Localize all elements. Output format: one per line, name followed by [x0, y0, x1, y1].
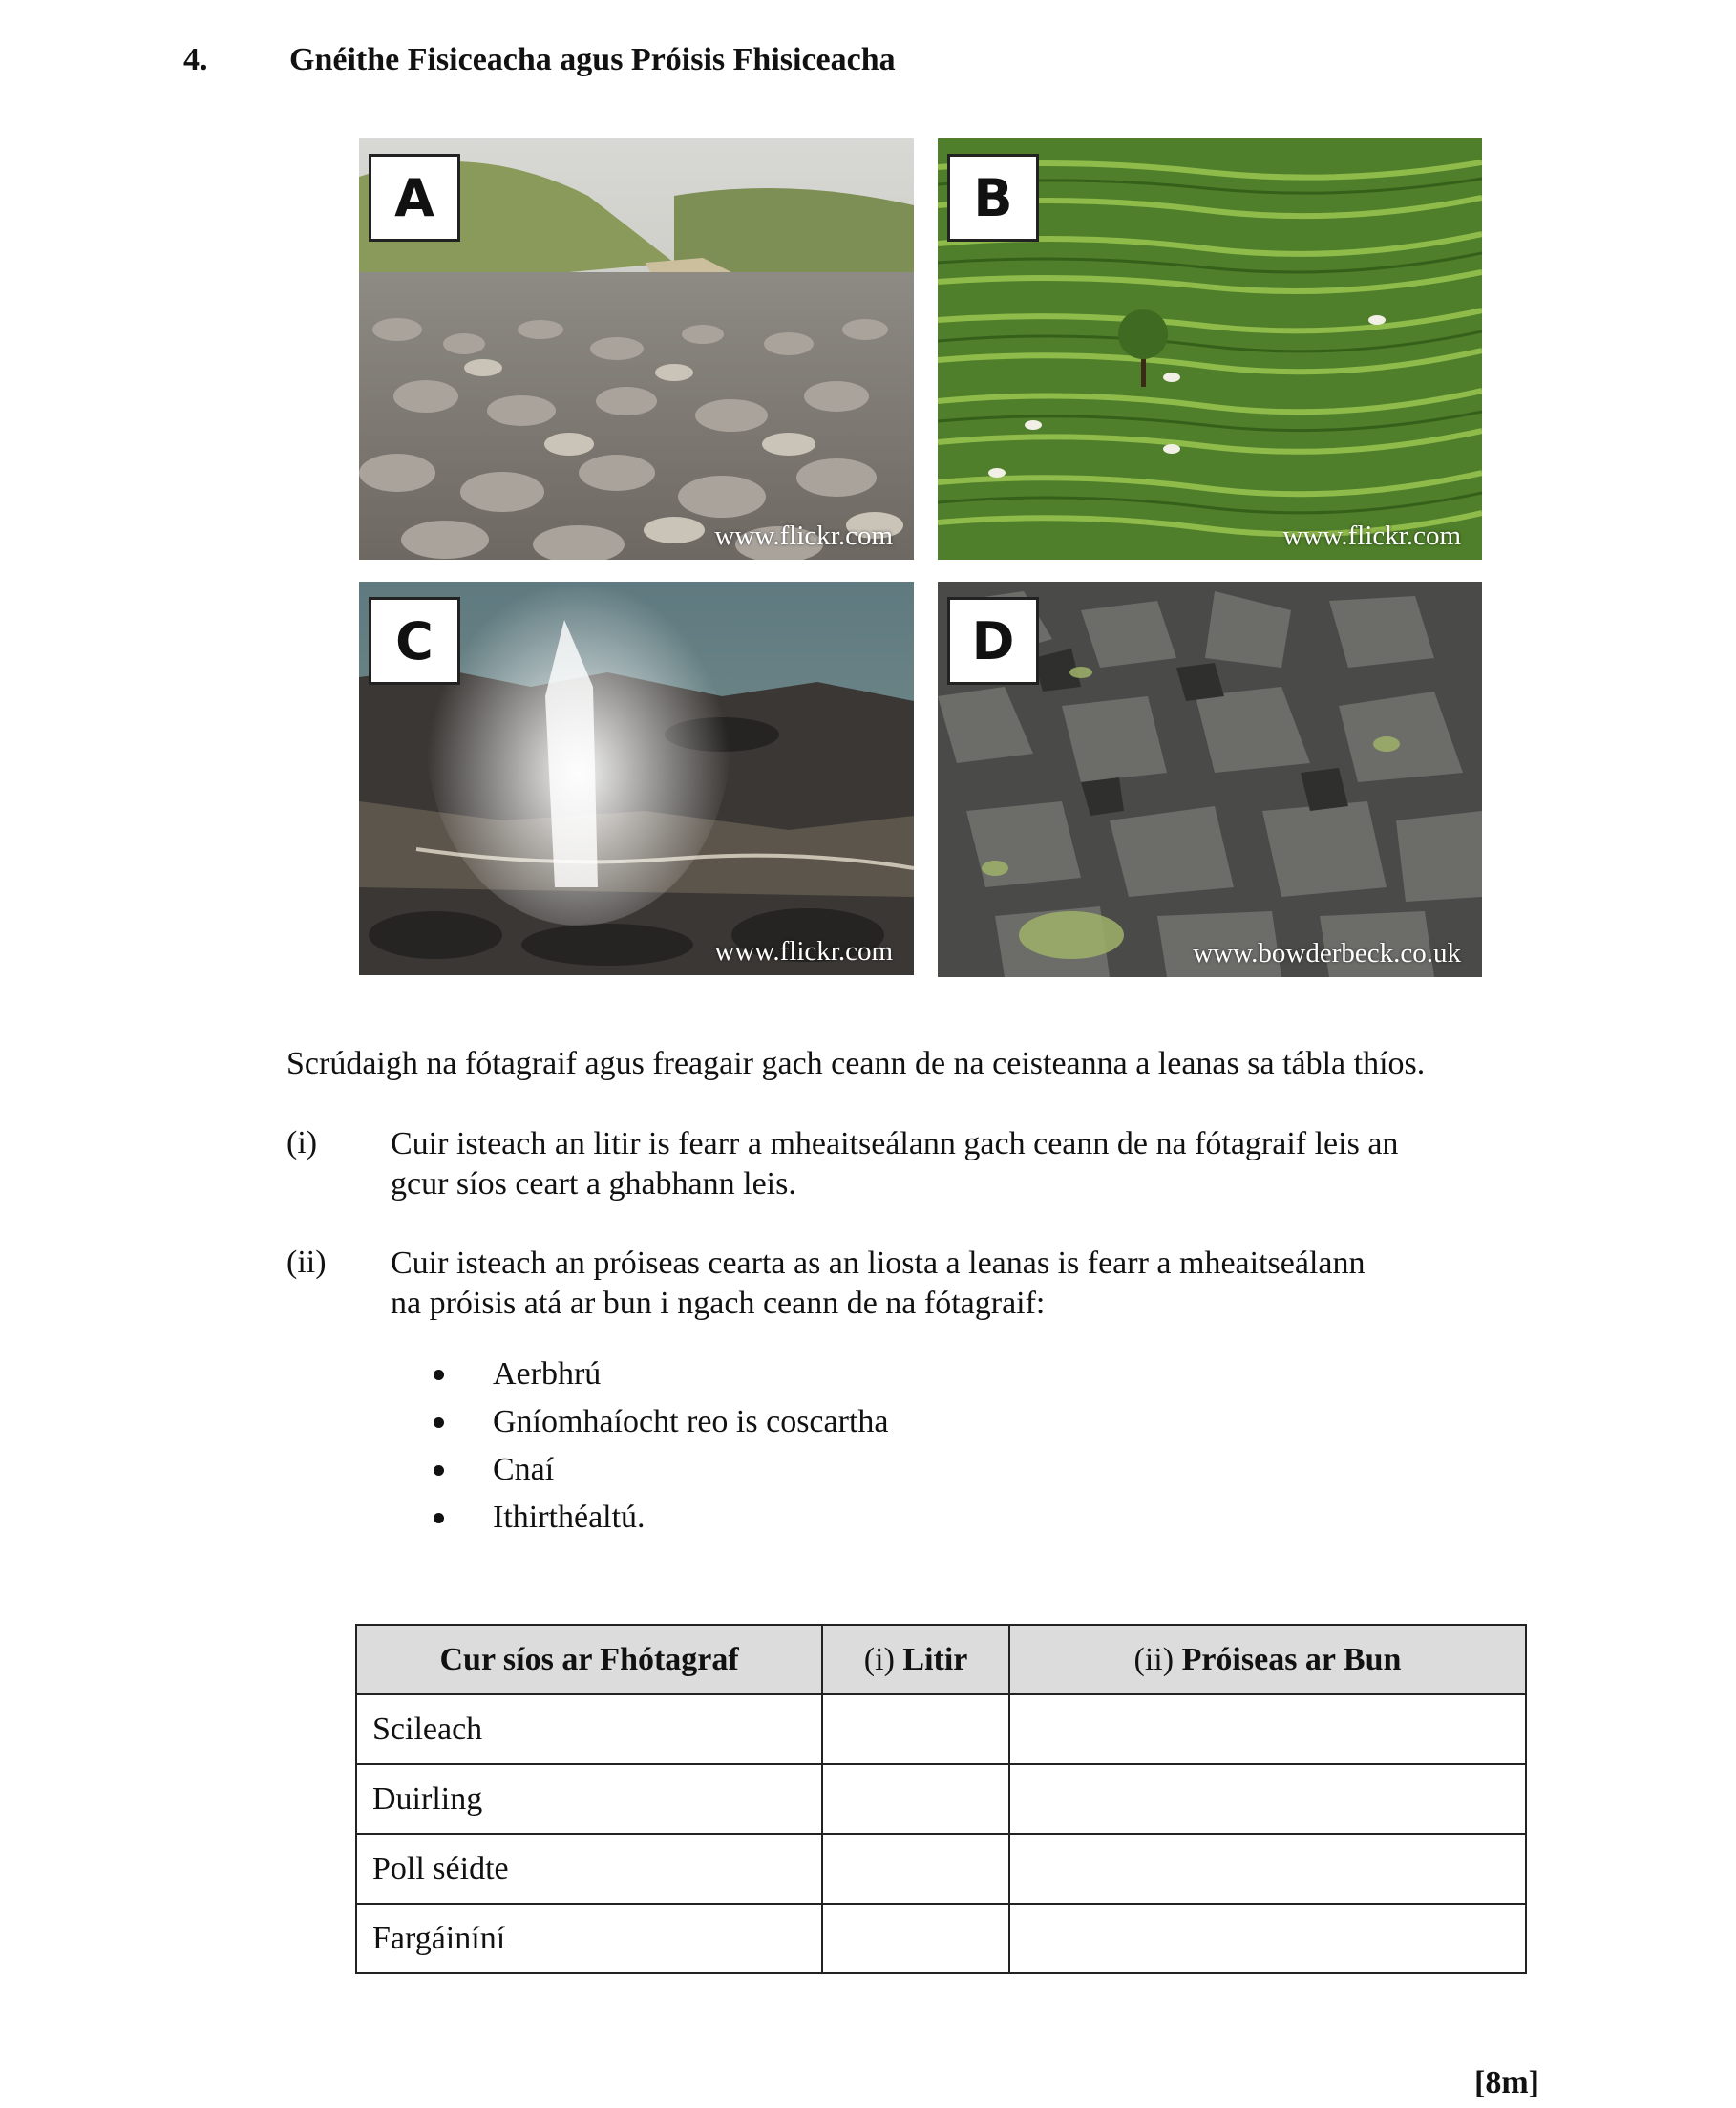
- header-process-prefix: (ii): [1133, 1641, 1182, 1677]
- photo-c: [359, 582, 914, 975]
- list-item: Gníomhaíocht reo is coscartha: [428, 1398, 888, 1446]
- photo-label-c: C: [369, 597, 460, 685]
- question-title: Gnéithe Fisiceacha agus Próisis Fhisiceacha: [289, 42, 896, 77]
- list-item: Cnaí: [428, 1446, 888, 1494]
- table-row: [356, 1904, 1526, 1973]
- part-i-number: (i): [286, 1125, 318, 1160]
- part-i-line-1: Cuir isteach an litir is fearr a mheaitseálann gach ceann de na fótagraif leis an: [391, 1126, 1399, 1161]
- marks-total: [8m]: [1474, 2065, 1539, 2100]
- table-header-row: [356, 1625, 1526, 1694]
- header-description: [356, 1625, 822, 1694]
- process-answer-cell[interactable]: [1009, 1834, 1526, 1904]
- row-description: Fargáiníní: [356, 1904, 822, 1973]
- photo-a: [359, 138, 914, 560]
- list-item: Ithirthéaltú.: [428, 1494, 888, 1542]
- process-answer-cell[interactable]: [1009, 1694, 1526, 1764]
- list-item: Aerbhrú: [428, 1351, 888, 1398]
- header-description-label: Cur síos ar Fhótagraf: [439, 1641, 739, 1677]
- photo-credit-d: www.bowderbeck.co.uk: [1193, 938, 1461, 969]
- process-answer-cell[interactable]: [1009, 1904, 1526, 1973]
- header-letter: [822, 1625, 1009, 1694]
- photo-label-a: A: [369, 154, 460, 242]
- header-process: [1009, 1625, 1526, 1694]
- photo-credit-a: www.flickr.com: [714, 521, 893, 551]
- process-list: [428, 1351, 888, 1542]
- photo-credit-c: www.flickr.com: [714, 936, 893, 967]
- part-ii-line-2: na próisis atá ar bun i ngach ceann de na fótagraif:: [391, 1286, 1046, 1321]
- instruction-text: Scrúdaigh na fótagraif agus freagair gach ceann de na ceisteanna a leanas sa tábla thíos.: [286, 1046, 1426, 1081]
- part-ii-number: (ii): [286, 1245, 327, 1280]
- table-row: [356, 1764, 1526, 1834]
- question-number: 4.: [183, 42, 208, 77]
- table-row: [356, 1694, 1526, 1764]
- part-ii-line-1: Cuir isteach an próiseas cearta as an liosta a leanas is fearr a mheaitseálann: [391, 1246, 1366, 1281]
- part-i-line-2: gcur síos ceart a ghabhann leis.: [391, 1166, 796, 1202]
- answer-table: [355, 1624, 1527, 1974]
- letter-answer-cell[interactable]: [822, 1764, 1009, 1834]
- header-letter-label: Litir: [902, 1641, 968, 1677]
- letter-answer-cell[interactable]: [822, 1694, 1009, 1764]
- letter-answer-cell[interactable]: [822, 1834, 1009, 1904]
- photo-label-b: B: [947, 154, 1039, 242]
- header-process-label: Próiseas ar Bun: [1181, 1641, 1402, 1677]
- table-row: [356, 1834, 1526, 1904]
- letter-answer-cell[interactable]: [822, 1904, 1009, 1973]
- photo-credit-b: www.flickr.com: [1282, 521, 1461, 551]
- row-description: Poll séidte: [356, 1834, 822, 1904]
- part-i-text: [391, 1124, 1565, 1204]
- process-answer-cell[interactable]: [1009, 1764, 1526, 1834]
- header-letter-prefix: (i): [863, 1641, 903, 1677]
- photo-b: [938, 138, 1482, 560]
- row-description: Scileach: [356, 1694, 822, 1764]
- row-description: Duirling: [356, 1764, 822, 1834]
- part-ii-text: [391, 1244, 1565, 1324]
- photo-label-d: D: [947, 597, 1039, 685]
- photo-d: [938, 582, 1482, 977]
